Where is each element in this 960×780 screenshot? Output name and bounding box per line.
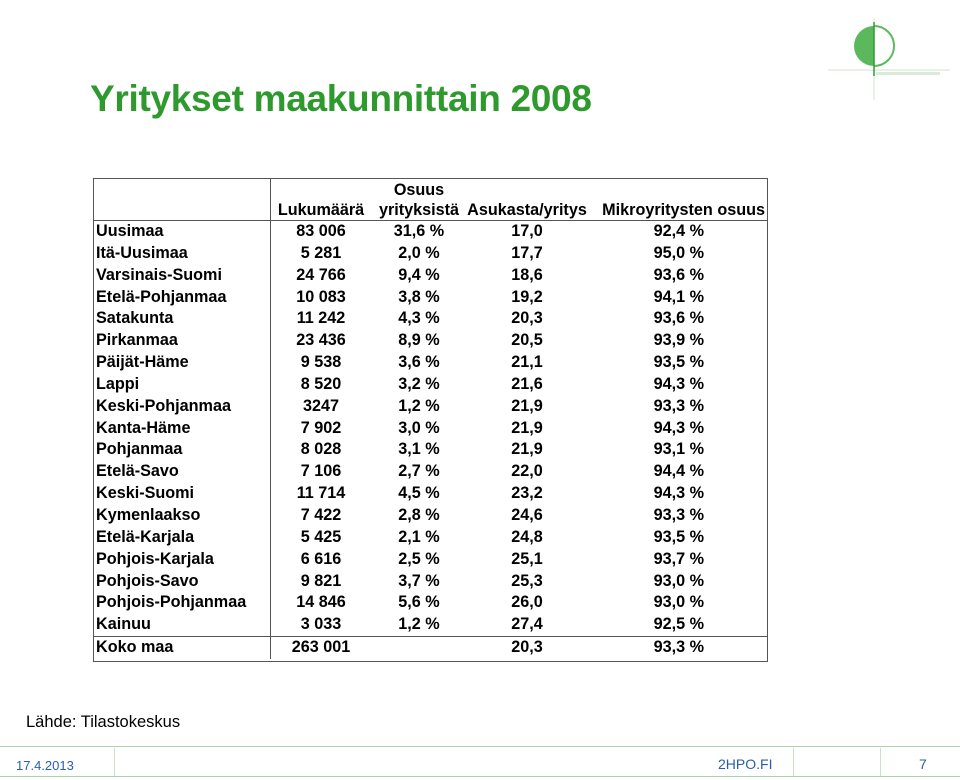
cell-share: 3,2 %	[398, 374, 440, 393]
cell-share: 1,2 %	[398, 615, 440, 634]
source-note: Lähde: Tilastokeskus	[26, 713, 181, 731]
cell-residents: 21,6	[511, 374, 543, 393]
table-row	[94, 330, 767, 352]
table-total-row	[94, 637, 767, 659]
cell-count: 23 436	[296, 331, 346, 350]
cell-residents: 20,5	[511, 331, 543, 350]
table-row	[94, 396, 767, 418]
cell-share: 1,2 %	[398, 396, 440, 415]
cell-region: Varsinais-Suomi	[94, 265, 271, 287]
table-row	[94, 374, 767, 396]
cell-share: 2,7 %	[398, 462, 440, 481]
cell-region: Keski-Pohjanmaa	[94, 396, 271, 418]
cell-count: 24 766	[296, 265, 346, 284]
table-row	[94, 221, 767, 243]
cell-region: Kanta-Häme	[94, 418, 271, 440]
cell-count: 8 520	[300, 374, 342, 393]
cell-region: Etelä-Savo	[94, 461, 271, 483]
cell-region: Etelä-Karjala	[94, 527, 271, 549]
cell-share: 2,1 %	[398, 527, 440, 546]
cell-count: 5 281	[300, 243, 342, 262]
cell-share: 8,9 %	[398, 331, 440, 350]
cell-micro: 93,6 %	[653, 309, 704, 328]
cell-share: 3,7 %	[398, 571, 440, 590]
table-row	[94, 265, 767, 287]
header-micro-label: Mikroyritysten osuus	[602, 201, 765, 219]
cell-count: 11 242	[296, 309, 346, 328]
cell-residents: 25,1	[511, 549, 543, 568]
cell-residents: 21,9	[511, 396, 543, 415]
cell-share	[371, 637, 467, 659]
header-share	[371, 179, 467, 221]
cell-share: 3,6 %	[398, 353, 440, 372]
table-row	[94, 287, 767, 309]
cell-micro: 94,4 %	[653, 462, 704, 481]
cell-residents: 17,0	[511, 222, 543, 240]
footer-page-number: 7	[919, 756, 927, 772]
cell-count: 7 106	[300, 462, 342, 481]
cell-residents: 20,3	[511, 309, 543, 328]
cell-region: Pohjois-Pohjanmaa	[94, 592, 271, 614]
footer-divider-top	[0, 746, 960, 747]
header-residents	[467, 179, 587, 221]
cell-micro: 95,0 %	[653, 243, 704, 262]
cell-residents: 26,0	[511, 593, 543, 612]
cell-region: Pohjois-Savo	[94, 571, 271, 593]
cell-share: 2,0 %	[398, 243, 440, 262]
cell-share: 4,5 %	[398, 484, 440, 503]
table-row	[94, 592, 767, 614]
cell-count: 5 425	[300, 527, 342, 546]
cell-residents: 21,9	[511, 440, 543, 459]
cell-residents: 20,3	[467, 637, 587, 659]
table-row	[94, 505, 767, 527]
regions-table	[93, 178, 768, 662]
table-row	[94, 571, 767, 593]
cell-residents: 25,3	[511, 571, 543, 590]
header-micro	[587, 179, 767, 221]
cell-region: Kainuu	[94, 614, 271, 636]
cell-region: Pirkanmaa	[94, 330, 271, 352]
cell-region: Itä-Uusimaa	[94, 243, 271, 265]
cell-region: Lappi	[94, 374, 271, 396]
cell-micro: 92,5 %	[653, 615, 704, 634]
cell-count: 8 028	[300, 440, 342, 459]
cell-micro: 93,3 %	[653, 396, 704, 415]
cell-count: 7 902	[300, 418, 342, 437]
header-residents-label: Asukasta/yritys	[467, 201, 587, 219]
header-share-line1: Osuus	[393, 181, 445, 199]
cell-residents: 19,2	[511, 287, 543, 306]
cell-micro: 93,5 %	[653, 527, 704, 546]
cell-residents: 21,9	[511, 418, 543, 437]
cell-count: 3247	[302, 396, 339, 415]
cell-region: Kymenlaakso	[94, 505, 271, 527]
table-row	[94, 527, 767, 549]
cell-share: 3,0 %	[398, 418, 440, 437]
cell-micro: 93,9 %	[653, 331, 704, 350]
cell-micro: 94,1 %	[653, 287, 704, 306]
cell-micro: 93,0 %	[653, 571, 704, 590]
cell-micro: 93,5 %	[653, 353, 704, 372]
slide-title: Yritykset maakunnittain 2008	[90, 78, 592, 119]
cell-region: Pohjois-Karjala	[94, 549, 271, 571]
cell-count: 7 422	[300, 505, 342, 524]
header-count-label: Lukumäärä	[277, 201, 365, 219]
table-row	[94, 308, 767, 330]
cell-share: 9,4 %	[398, 265, 440, 284]
cell-count: 83 006	[296, 222, 346, 240]
table-row	[94, 461, 767, 483]
cell-count: 10 083	[296, 287, 346, 306]
footer-brand: 2HPO.FI	[718, 756, 773, 772]
cell-region: Keski-Suomi	[94, 483, 271, 505]
cell-micro: 94,3 %	[653, 484, 704, 503]
cell-residents: 17,7	[511, 243, 543, 262]
cell-share: 2,5 %	[398, 549, 440, 568]
table-row	[94, 614, 767, 636]
footer-divider	[793, 748, 794, 776]
table-header-row	[94, 179, 767, 221]
company-logo	[828, 18, 950, 100]
cell-region: Pohjanmaa	[94, 439, 271, 461]
header-share-line2: yrityksistä	[378, 201, 460, 219]
cell-share: 31,6 %	[393, 222, 445, 240]
cell-residents: 27,4	[511, 615, 543, 634]
cell-count: 9 538	[300, 353, 342, 372]
cell-share: 3,8 %	[398, 287, 440, 306]
cell-share: 2,8 %	[398, 505, 440, 524]
table-row	[94, 418, 767, 440]
table-row	[94, 483, 767, 505]
table-row	[94, 352, 767, 374]
table-row	[94, 439, 767, 461]
cell-region: Etelä-Pohjanmaa	[94, 287, 271, 309]
cell-micro: 93,0 %	[653, 593, 704, 612]
cell-count: 11 714	[296, 484, 346, 503]
cell-micro: 93,1 %	[653, 440, 704, 459]
cell-count: 14 846	[296, 593, 346, 612]
cell-residents: 24,6	[511, 505, 543, 524]
cell-share: 4,3 %	[398, 309, 440, 328]
cell-share: 3,1 %	[398, 440, 440, 459]
cell-share: 5,6 %	[398, 593, 440, 612]
cell-micro: 94,3 %	[653, 374, 704, 393]
cell-residents: 23,2	[511, 484, 543, 503]
table-row	[94, 549, 767, 571]
cell-count: 3 033	[300, 615, 342, 634]
cell-count: 9 821	[300, 571, 342, 590]
table-body	[94, 221, 767, 659]
cell-residents: 22,0	[511, 462, 543, 481]
cell-residents: 24,8	[511, 527, 543, 546]
header-count	[271, 179, 372, 221]
cell-region: Uusimaa	[94, 221, 271, 243]
footer-divider	[114, 748, 115, 776]
cell-region: Satakunta	[94, 308, 271, 330]
footer-divider-bottom	[0, 776, 960, 777]
footer-date: 17.4.2013	[16, 758, 74, 773]
cell-residents: 18,6	[511, 265, 543, 284]
cell-region: Koko maa	[94, 637, 271, 659]
cell-region: Päijät-Häme	[94, 352, 271, 374]
cell-micro: 93,3 %	[587, 637, 767, 659]
table-row	[94, 243, 767, 265]
cell-micro: 93,6 %	[653, 265, 704, 284]
cell-micro: 93,7 %	[653, 549, 704, 568]
cell-micro: 93,3 %	[653, 505, 704, 524]
footer-divider	[880, 748, 881, 776]
cell-residents: 21,1	[511, 353, 543, 372]
cell-micro: 94,3 %	[653, 418, 704, 437]
cell-count: 6 616	[300, 549, 342, 568]
cell-micro: 92,4 %	[653, 222, 704, 240]
cell-count: 263 001	[271, 637, 372, 659]
header-region	[94, 179, 271, 221]
